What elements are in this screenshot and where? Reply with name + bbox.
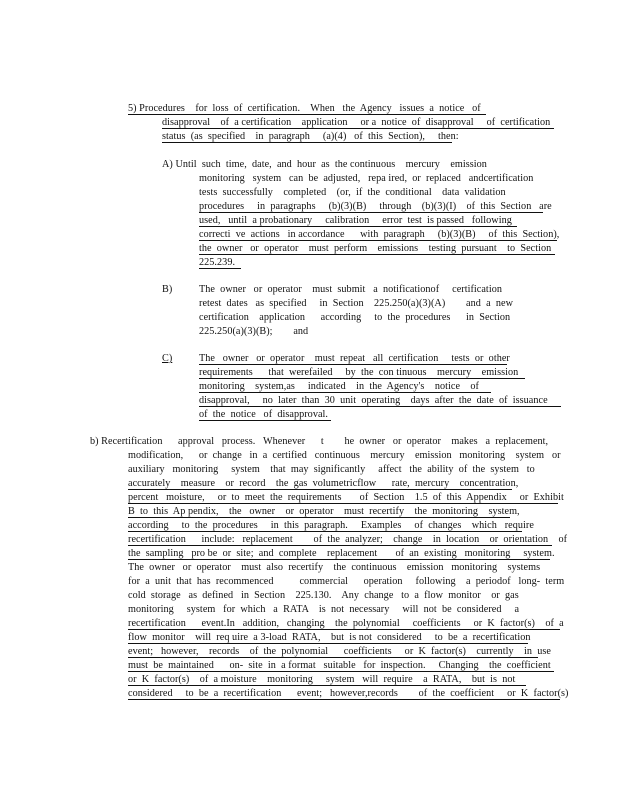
item-b2-line-15: event; however, records of the polynomial coefficients or K factor(s) currently in use bbox=[128, 646, 551, 657]
item5-line-2: disapproval of a certification application or a notice of disapproval of certification bbox=[162, 117, 551, 128]
item-b2-line-14: flow monitor will req uire a 3-load RATA, but is not considered to be a recertification bbox=[128, 632, 531, 643]
underline bbox=[199, 378, 525, 379]
item-b2-line-18: considered to be a recertification event; however,records of the coefficient or K factor(s) bbox=[128, 688, 569, 699]
underline bbox=[128, 517, 510, 518]
item-b2-line-8: the sampling pro be or site; and complete replacement of an existing monitoring system. bbox=[128, 548, 555, 559]
item-b-label: B) bbox=[162, 284, 173, 295]
underline bbox=[199, 254, 555, 255]
item-b-line-4: 225.250(a)(3)(B); and bbox=[199, 326, 309, 337]
item-a-line-1: monitoring system can be adjusted, repa ired, or replaced andcertification bbox=[199, 173, 534, 184]
item-a-line-4: used, until a probationary calibration error test is passed following bbox=[199, 215, 512, 226]
underline bbox=[162, 128, 554, 129]
item-b2-line-13: recertification event.In addition, changing the polynomial coefficients or K factor(s) of a bbox=[128, 618, 564, 629]
underline bbox=[128, 629, 560, 630]
underline bbox=[128, 545, 552, 546]
underline bbox=[199, 420, 331, 421]
item-b2-line-3: accurately measure or record the gas volumetricflow rate, mercury concentration, bbox=[128, 478, 519, 489]
item-c-line-1: The owner or operator must repeat all certification tests or other bbox=[199, 353, 510, 364]
item-b2-line-7: recertification include: replacement of the analyzer; change in location or orientation of bbox=[128, 534, 568, 545]
item-b2-line-16: must be maintained on- site in a format suitable for inspection. Changing the coefficient bbox=[128, 660, 551, 671]
item-c-line-5: of the notice of disapproval. bbox=[199, 409, 329, 420]
underline bbox=[128, 559, 550, 560]
item-c-line-4: disapproval, no later than 30 unit operating days after the date of issuance bbox=[199, 395, 548, 406]
underline bbox=[128, 531, 522, 532]
item-b2-line-10: for a unit that has recommenced commercial operation following a periodof long- term bbox=[128, 576, 565, 587]
item-a-label: A) Until such time, date, and hour as the continuous mercury emission bbox=[162, 159, 487, 170]
item-c-line-2: requirements that werefailed by the con tinuous mercury emission bbox=[199, 367, 519, 378]
underline bbox=[199, 406, 561, 407]
underline bbox=[199, 392, 491, 393]
underline bbox=[128, 685, 526, 686]
item-a-line-3: procedures in paragraphs (b)(3)(B) through (b)(3)(I) of this Section are bbox=[199, 201, 552, 212]
item-b2-line-4: percent moisture, or to meet the requirements of Section 1.5 of this Appendix or Exhibit bbox=[128, 492, 564, 503]
underline bbox=[199, 364, 507, 365]
item-b2-line-1: modification, or change in a certified continuous mercury emission monitoring system or bbox=[128, 450, 561, 461]
item-b2-line-5: B to this Ap pendix, the owner or operator must recertify the monitoring system, bbox=[128, 506, 520, 517]
item-b2-line-12: monitoring system for which a RATA is not necessary will not be considered a bbox=[128, 604, 520, 615]
underline bbox=[162, 142, 452, 143]
item-b-line-3: certification application according to the procedures in Section bbox=[199, 312, 511, 323]
underline bbox=[128, 671, 554, 672]
underline bbox=[128, 657, 538, 658]
item-a-line-2: tests successfully completed (or, if the conditional data validation bbox=[199, 187, 506, 198]
item5-line-3: status (as specified in paragraph (a)(4) of this Section), then: bbox=[162, 131, 459, 142]
item-b2-line-9: The owner or operator must also recertify the continuous emission monitoring systems bbox=[128, 562, 541, 573]
underline bbox=[128, 699, 560, 700]
underline bbox=[199, 268, 241, 269]
item-a-line-6: the owner or operator must perform emissions testing pursuant to Section bbox=[199, 243, 552, 254]
item-a-line-7: 225.239. bbox=[199, 257, 236, 268]
underline bbox=[128, 114, 486, 115]
underline bbox=[128, 503, 558, 504]
underline bbox=[199, 212, 543, 213]
underline bbox=[199, 240, 557, 241]
underline bbox=[128, 643, 528, 644]
item-b-line-2: retest dates as specified in Section 225.250(a)(3)(A) and a new bbox=[199, 298, 513, 309]
underline bbox=[128, 489, 512, 490]
item-b2-line-2: auxiliary monitoring system that may significantly affect the ability of the system to bbox=[128, 464, 535, 475]
item-b2-label: b) Recertification approval process. Whenever t he owner or operator makes a replacement, bbox=[90, 436, 549, 447]
item-a-line-5: correcti ve actions in accordance with paragraph (b)(3)(B) of this Section), bbox=[199, 229, 560, 240]
item-b-line-1: The owner or operator must submit a notificationof certification bbox=[199, 284, 502, 295]
item-c-label: C) bbox=[162, 353, 173, 364]
item-b2-line-6: according to the procedures in this paragraph. Examples of changes which require bbox=[128, 520, 534, 531]
underline bbox=[199, 226, 517, 227]
item-b2-line-11: cold storage as defined in Section 225.130. Any change to a flow monitor or gas bbox=[128, 590, 519, 601]
item5-line-1: 5) Procedures for loss of certification. When the Agency issues a notice of bbox=[128, 103, 481, 114]
item-b2-line-17: or K factor(s) of a moisture monitoring system will require a RATA, but is not bbox=[128, 674, 516, 685]
item-c-line-3: monitoring system,as indicated in the Agency's notice of bbox=[199, 381, 479, 392]
